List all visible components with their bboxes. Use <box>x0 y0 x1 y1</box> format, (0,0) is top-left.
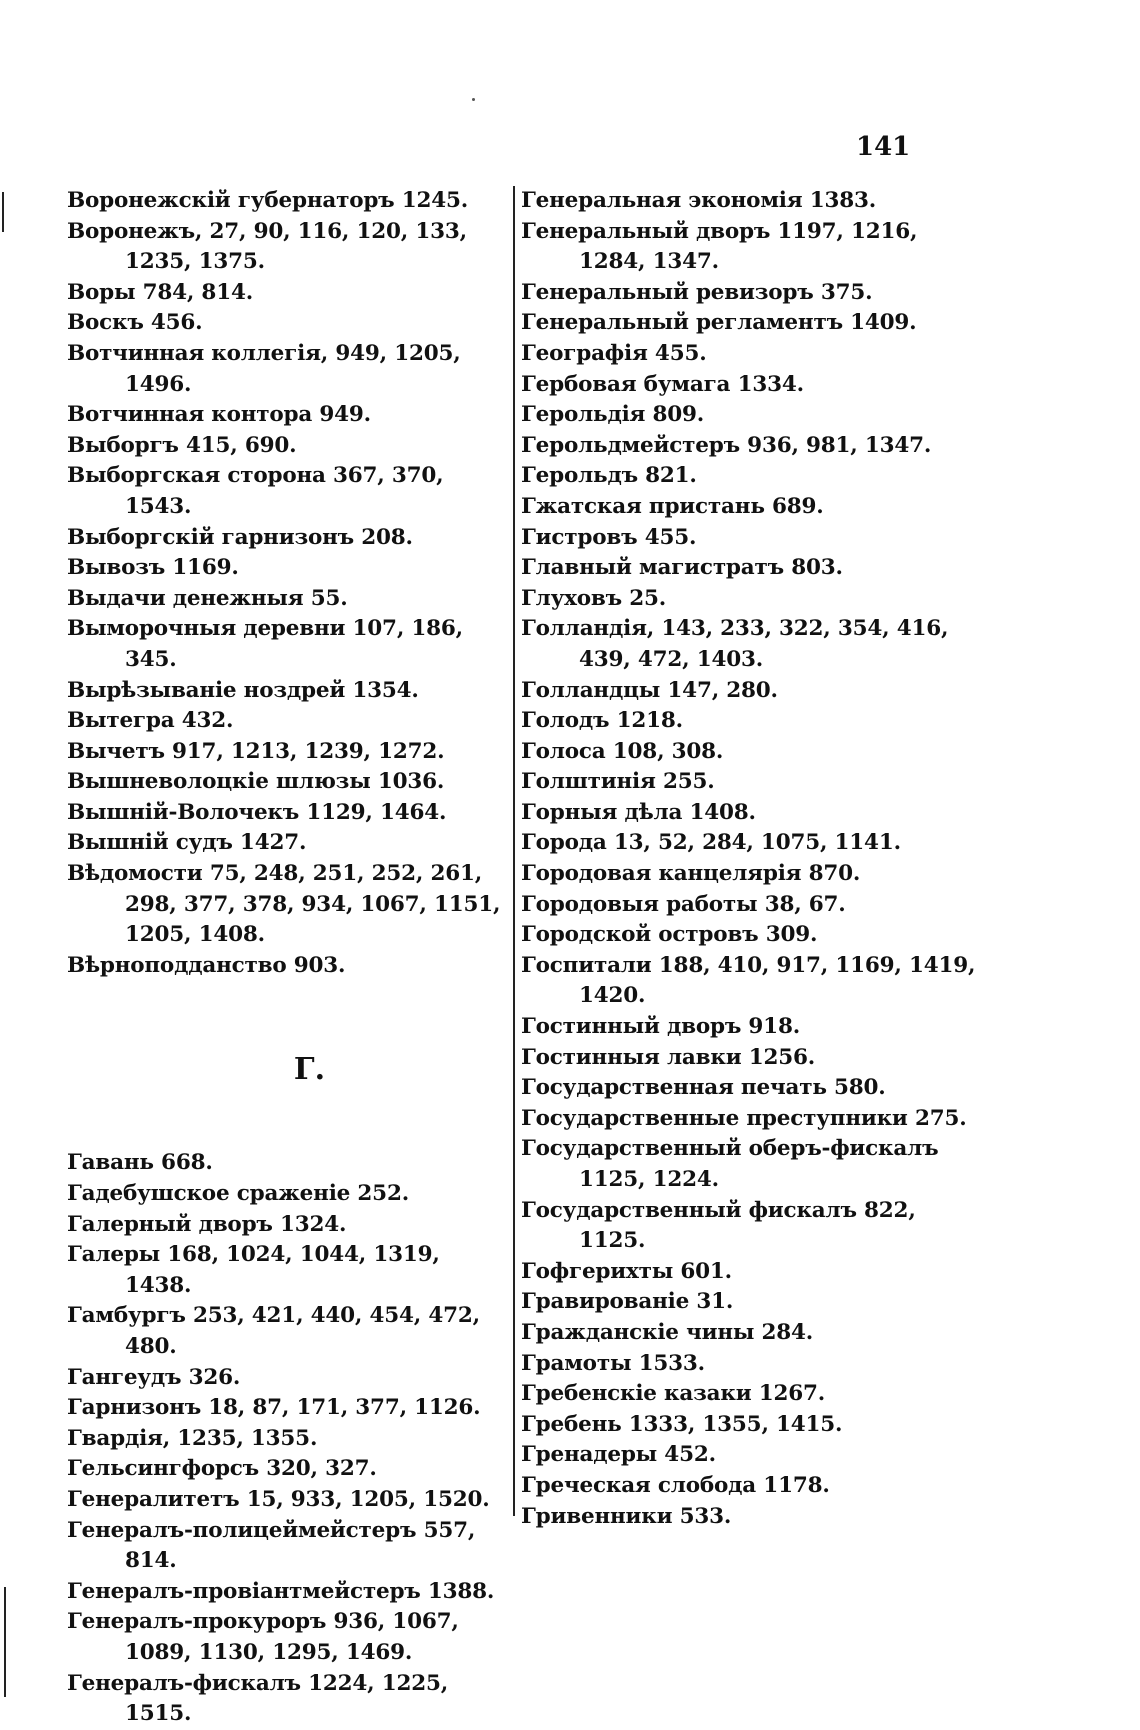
index-entry: Гребенскіе казаки 1267. <box>521 1381 826 1407</box>
index-entry: Гренадеры 452. <box>521 1442 716 1468</box>
index-entry: Герольдмейстеръ 936, 981, 1347. <box>521 432 932 458</box>
page-number: 141 <box>856 132 911 162</box>
index-entry: Греческая слобода 1178. <box>521 1472 830 1498</box>
index-entry: Голландцы 147, 280. <box>521 677 778 703</box>
index-entry: Географія 455. <box>521 340 707 366</box>
index-entry: Вырѣзываніе ноздрей 1354. <box>67 677 419 703</box>
index-entry: Гжатская пристань 689. <box>521 493 824 519</box>
index-entry: Воскъ 456. <box>67 310 203 336</box>
index-entry: Вышній-Волочекъ 1129, 1464. <box>67 799 447 825</box>
index-entry: Вытегра 432. <box>67 708 234 734</box>
index-entry: Генеральный ревизоръ 375. <box>521 279 873 305</box>
index-entry: Генеральный регламентъ 1409. <box>521 310 917 336</box>
index-entry: Выборгскій гарнизонъ 208. <box>67 524 413 550</box>
index-entry: Герольдія 809. <box>521 402 705 428</box>
index-entry: Гарнизонъ 18, 87, 171, 377, 1126. <box>67 1395 481 1421</box>
index-entry: Выборгская сторона 367, 370, 1543. <box>67 463 444 519</box>
index-entry: Воры 784, 814. <box>67 279 253 305</box>
index-entry: Вѣрноподданство 903. <box>67 952 346 978</box>
index-entry: Государственные преступники 275. <box>521 1105 967 1131</box>
index-entry: Выдачи денежныя 55. <box>67 585 348 611</box>
section-letter: Г. <box>293 1052 326 1088</box>
index-entry: Вотчинная контора 949. <box>67 402 371 428</box>
margin-mark-top <box>2 192 4 232</box>
index-entry: Гистровъ 455. <box>521 524 697 550</box>
index-entry: Городовая канцелярія 870. <box>521 861 861 887</box>
index-entry: Гадебушское сраженіе 252. <box>67 1181 409 1207</box>
index-entry: Гангеудъ 326. <box>67 1364 241 1390</box>
index-entry: Генеральный дворъ 1197, 1216, 1284, 1347. <box>521 218 918 275</box>
index-entry: Воронежскій губернаторъ 1245. <box>67 188 469 213</box>
index-entry: Грамоты 1533. <box>521 1350 705 1376</box>
print-speck <box>472 98 475 101</box>
index-entry: Вѣдомости 75, 248, 251, 252, 261, 298, 377, 378, 934, 1067, 1151, 1205, 1408. <box>67 861 501 948</box>
index-entry: Городовыя работы 38, 67. <box>521 891 846 917</box>
index-entry: Государственный фискалъ 822, 1125. <box>521 1197 916 1254</box>
index-entry: Гражданскіе чины 284. <box>521 1319 814 1345</box>
index-entry: Гавань 668. <box>67 1150 213 1176</box>
index-entry: Глуховъ 25. <box>521 585 667 611</box>
index-entry: Гребень 1333, 1355, 1415. <box>521 1411 843 1437</box>
index-entry: Вышній судъ 1427. <box>67 830 307 856</box>
index-entry: Города 13, 52, 284, 1075, 1141. <box>521 830 901 856</box>
index-entry: Вывозъ 1169. <box>67 555 239 581</box>
index-entry: Генеральная экономія 1383. <box>521 188 877 213</box>
index-entry: Воронежъ, 27, 90, 116, 120, 133, 1235, 1375. <box>67 218 467 275</box>
index-list-g <box>67 1148 512 1729</box>
index-entry: Гравированіе 31. <box>521 1289 734 1315</box>
index-entry: Государственный оберъ-фискалъ 1125, 1224. <box>521 1136 939 1192</box>
index-entry: Вотчинная коллегія, 949, 1205, 1496. <box>67 340 461 397</box>
index-entry: Галерный дворъ 1324. <box>67 1211 347 1237</box>
index-entry: Голодъ 1218. <box>521 708 683 734</box>
margin-mark-bottom <box>4 1587 6 1697</box>
index-entry: Главный магистратъ 803. <box>521 555 843 581</box>
index-entry: Гофгерихты 601. <box>521 1258 732 1284</box>
index-entry: Генералитетъ 15, 933, 1205, 1520. <box>67 1486 490 1512</box>
index-entry: Генералъ-провіантмейстеръ 1388. <box>67 1578 495 1604</box>
index-entry: Вышневолоцкіе шлюзы 1036. <box>67 769 445 795</box>
index-entry: Вычетъ 917, 1213, 1239, 1272. <box>67 738 445 764</box>
index-entry: Гельсингфорсъ 320, 327. <box>67 1456 377 1482</box>
index-entry: Государственная печать 580. <box>521 1075 886 1101</box>
index-entry: Гамбургъ 253, 421, 440, 454, 472, 480. <box>67 1303 480 1359</box>
index-entry: Гостинныя лавки 1256. <box>521 1044 816 1070</box>
index-entry: Герольдъ 821. <box>521 463 697 489</box>
index-entry: Галеры 168, 1024, 1044, 1319, 1438. <box>67 1242 440 1298</box>
index-entry: Гривенники 533. <box>521 1503 732 1529</box>
index-entry: Выборгъ 415, 690. <box>67 432 297 458</box>
index-entry: Госпитали 188, 410, 917, 1169, 1419, 1420. <box>521 952 976 1009</box>
index-column-left <box>67 186 512 1730</box>
index-list-g-continued <box>521 186 981 1532</box>
index-entry: Выморочныя деревни 107, 186, 345. <box>67 616 463 672</box>
index-entry: Гостинный дворъ 918. <box>521 1014 800 1040</box>
index-entry: Гвардія, 1235, 1355. <box>67 1425 318 1451</box>
index-column-right <box>521 186 981 1532</box>
index-entry: Генералъ-прокуроръ 936, 1067, 1089, 1130, 1295, 1469. <box>67 1609 459 1665</box>
index-entry: Генералъ-полицеймейстеръ 557, 814. <box>67 1517 476 1574</box>
column-divider <box>513 186 515 1516</box>
index-entry: Голштинія 255. <box>521 769 715 795</box>
index-entry: Голоса 108, 308. <box>521 738 724 764</box>
index-entry: Гербовая бумага 1334. <box>521 371 804 397</box>
index-entry: Горныя дѣла 1408. <box>521 799 756 825</box>
index-entry: Голландія, 143, 233, 322, 354, 416, 439, 472, 1403. <box>521 616 949 672</box>
index-entry: Генералъ-фискалъ 1224, 1225, 1515. <box>67 1670 449 1727</box>
index-list-v <box>67 186 512 981</box>
index-entry: Городской островъ 309. <box>521 922 818 948</box>
